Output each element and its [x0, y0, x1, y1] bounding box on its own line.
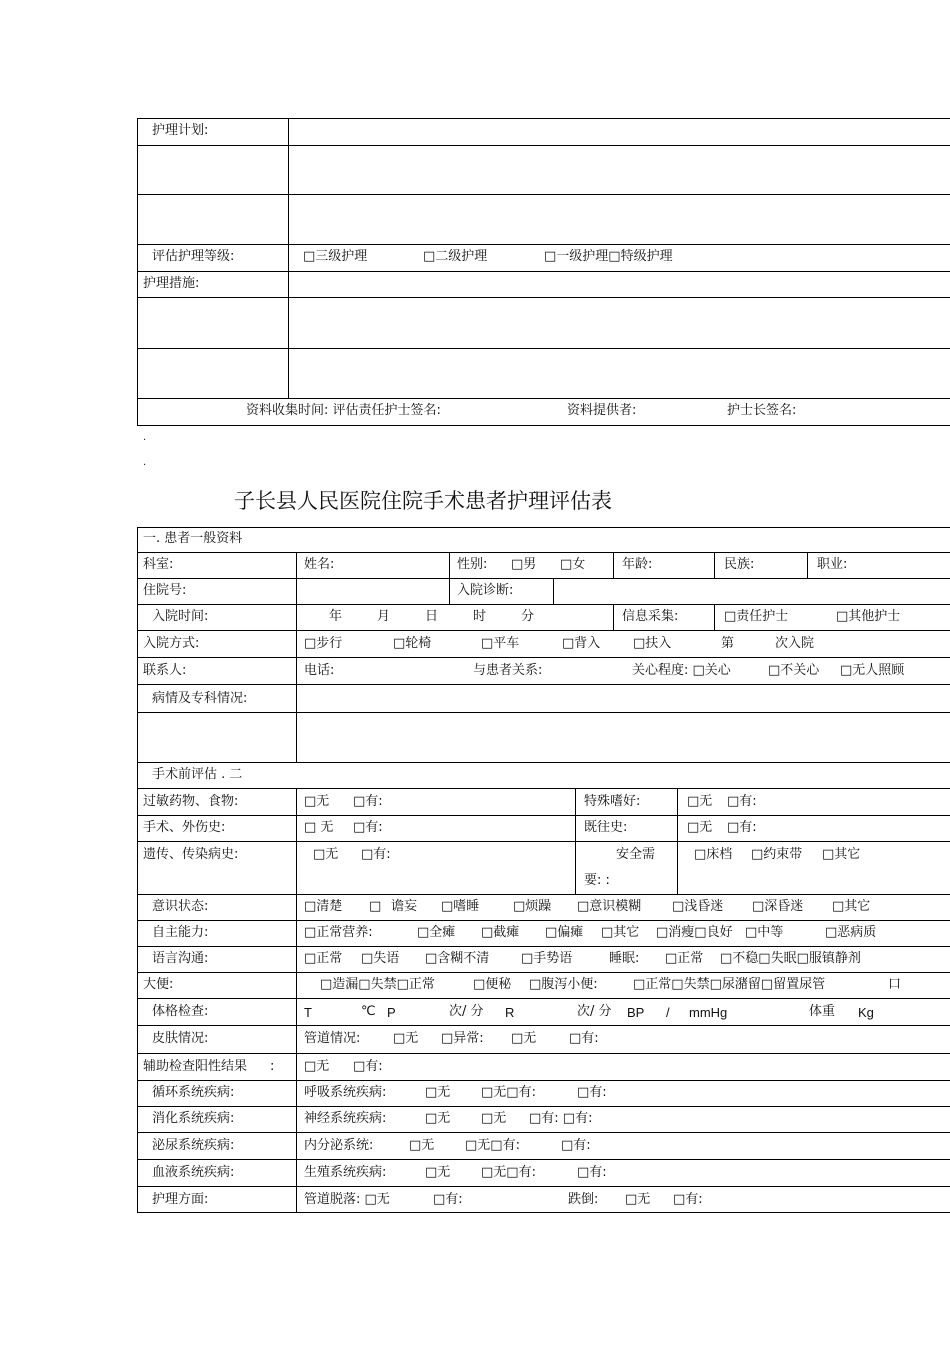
- digestive-label: 消化系统疾病:: [152, 1111, 235, 1126]
- divider: [137, 1053, 950, 1054]
- divider: [137, 552, 950, 553]
- pulse-label: P: [387, 1005, 396, 1020]
- admission-time-label: 入院时间:: [152, 609, 209, 624]
- cachexia-checkbox[interactable]: □恶病质: [825, 925, 877, 940]
- head-nurse-label: 护士长签名:: [727, 403, 797, 418]
- fall-none-checkbox[interactable]: □无: [625, 1192, 651, 1207]
- past-none-checkbox[interactable]: □无: [687, 820, 713, 835]
- dept-label: 科室:: [143, 557, 174, 572]
- clear-checkbox[interactable]: □清楚: [304, 899, 343, 914]
- page-title: 子长县人民医院住院手术患者护理评估表: [234, 489, 612, 513]
- condition-label: 病情及专科情况:: [152, 691, 248, 706]
- walk-checkbox[interactable]: □步行: [304, 636, 343, 651]
- allergy-yes-checkbox[interactable]: □有:: [353, 794, 383, 809]
- section-1-heading: 一. 患者一般资料: [143, 531, 243, 546]
- lang-normal-checkbox[interactable]: □正常: [304, 951, 343, 966]
- skin-none-checkbox[interactable]: □无: [393, 1031, 419, 1046]
- tube-none-checkbox[interactable]: □无: [511, 1031, 537, 1046]
- divider: [677, 841, 678, 894]
- divider: [296, 788, 297, 1213]
- genetic-label: 遗传、传染病史:: [143, 847, 239, 862]
- divider: [553, 578, 554, 604]
- skin-abnormal-checkbox[interactable]: □异常:: [441, 1031, 484, 1046]
- section-2-heading: 手术前评估 . 二: [152, 767, 243, 782]
- repro-yes-checkbox[interactable]: □有:: [577, 1165, 607, 1180]
- divider: [137, 1159, 950, 1160]
- deep-coma-checkbox[interactable]: □深昏迷: [752, 899, 804, 914]
- aux-colon: :: [270, 1059, 275, 1074]
- safety-label-2: 要: :: [584, 873, 610, 888]
- self-care-label: 自主能力:: [152, 925, 209, 940]
- resp-label: R: [505, 1005, 515, 1020]
- aux-exam-label: 辅助检查阳性结果: [143, 1059, 248, 1074]
- job-label: 职业:: [817, 557, 848, 572]
- year-label: 年: [329, 609, 343, 624]
- admission-no-label: 住院号:: [143, 583, 187, 598]
- allergy-none-checkbox[interactable]: □无: [304, 794, 330, 809]
- uro-endo-checkbox[interactable]: □无□有:: [465, 1138, 520, 1153]
- wheelchair-checkbox[interactable]: □轮椅: [393, 636, 432, 651]
- endocrine-label: 内分泌系统:: [304, 1138, 374, 1153]
- aphasia-checkbox[interactable]: □失语: [361, 951, 400, 966]
- constipation-checkbox[interactable]: □便秘: [473, 977, 512, 992]
- agitated-checkbox[interactable]: □烦躁: [513, 899, 552, 914]
- aux-none-checkbox[interactable]: □无: [304, 1059, 330, 1074]
- tube-status-label: 管道情况:: [304, 1031, 361, 1046]
- uro-none-checkbox[interactable]: □无: [409, 1138, 435, 1153]
- divider: [137, 657, 950, 658]
- dig-none-checkbox[interactable]: □无: [425, 1111, 451, 1126]
- mind-other-checkbox[interactable]: □其它: [832, 899, 871, 914]
- name-label: 姓名:: [304, 557, 335, 572]
- blood-none-checkbox[interactable]: □无: [425, 1165, 451, 1180]
- dot-mark: .: [143, 432, 147, 443]
- hobby-label: 特殊嗜好:: [584, 794, 641, 809]
- tube-dislodge-checkbox[interactable]: 管道脱落: □无: [304, 1192, 390, 1207]
- relation-label: 与患者关系:: [473, 663, 543, 678]
- divider: [137, 194, 950, 195]
- divider: [575, 788, 576, 841]
- no-care-checkbox[interactable]: □不关心: [768, 663, 820, 678]
- divider: [137, 578, 950, 579]
- consciousness-label: 意识状态:: [152, 899, 209, 914]
- skin-label: 皮肤情况:: [152, 1031, 209, 1046]
- stool-label: 大便:: [143, 977, 174, 992]
- circ-resp-checkbox[interactable]: □无□有:: [481, 1085, 536, 1100]
- divider: [137, 894, 950, 895]
- divider: [137, 348, 950, 349]
- celsius-label: ℃: [361, 1004, 376, 1019]
- divider: [137, 788, 950, 789]
- age-label: 年龄:: [622, 557, 653, 572]
- urinary-label: 泌尿系统疾病:: [152, 1138, 235, 1153]
- divider: [714, 552, 715, 578]
- divider: [137, 762, 950, 763]
- resp-nurse-checkbox[interactable]: □责任护士: [724, 609, 789, 624]
- mouth-mark: 口: [888, 977, 902, 992]
- blood-repro-checkbox[interactable]: □无□有:: [481, 1165, 536, 1180]
- surgery-yes-checkbox[interactable]: □有:: [353, 820, 383, 835]
- self-other-checkbox[interactable]: □其它: [601, 925, 640, 940]
- divider: [137, 1025, 950, 1026]
- slurred-checkbox[interactable]: □含糊不清: [425, 951, 490, 966]
- collect-time-label: 资料收集时间: 评估责任护士签名:: [246, 403, 441, 418]
- bp-slash: /: [666, 1005, 670, 1020]
- divider: [288, 118, 289, 399]
- divider: [449, 578, 450, 604]
- sleep-label: 睡眠:: [609, 951, 640, 966]
- sleep-normal-checkbox[interactable]: □正常: [665, 951, 704, 966]
- allergy-label: 过敏药物、食物:: [143, 794, 239, 809]
- divider: [137, 712, 950, 713]
- drowsy-checkbox[interactable]: □嗜睡: [441, 899, 480, 914]
- urine-status-checkbox[interactable]: □正常□失禁□尿潴留□留置尿管: [633, 977, 826, 992]
- medium-checkbox[interactable]: □中等: [745, 925, 784, 940]
- divider: [137, 1186, 950, 1187]
- full-paralysis-checkbox[interactable]: □全瘫: [417, 925, 456, 940]
- stretcher-checkbox[interactable]: □平车: [481, 636, 520, 651]
- divider: [137, 145, 950, 146]
- contact-label: 联系人:: [143, 663, 187, 678]
- care-plan-label: 护理计划:: [152, 123, 209, 138]
- divider: [137, 1132, 950, 1133]
- dot-mark: .: [143, 457, 147, 468]
- divider: [137, 1106, 950, 1107]
- delirium-label: 谵妄: [391, 899, 418, 914]
- aux-yes-checkbox[interactable]: □有:: [353, 1059, 383, 1074]
- sign-language-checkbox[interactable]: □手势语: [521, 951, 573, 966]
- sleep-issues-checkbox[interactable]: □不稳□失眠□服镇静剂: [720, 951, 861, 966]
- surgery-none-checkbox[interactable]: □ 无: [304, 820, 334, 835]
- normal-nutrition-checkbox[interactable]: □正常营养:: [304, 925, 373, 940]
- blood-label: 血液系统疾病:: [152, 1165, 235, 1180]
- divider: [137, 972, 950, 973]
- divider: [137, 297, 950, 298]
- divider: [137, 244, 950, 245]
- divider: [137, 998, 950, 999]
- assisted-checkbox[interactable]: □扶入: [633, 636, 672, 651]
- divider: [575, 841, 576, 894]
- measures-label: 护理措施:: [143, 276, 200, 291]
- light-coma-checkbox[interactable]: □浅昏迷: [672, 899, 724, 914]
- per-min-label-2: 次/ 分: [577, 1004, 612, 1019]
- reproductive-label: 生殖系统疾病:: [304, 1165, 387, 1180]
- month-label: 月: [377, 609, 391, 624]
- bed-rail-checkbox[interactable]: □床档: [694, 847, 733, 862]
- hobby-none-checkbox[interactable]: □无: [687, 794, 713, 809]
- confused-checkbox[interactable]: □意识模糊: [577, 899, 642, 914]
- divider: [137, 271, 950, 272]
- per-min-label-1: 次/ 分: [449, 1004, 484, 1019]
- info-collect-label: 信息采集:: [622, 609, 679, 624]
- ethnic-label: 民族:: [724, 557, 755, 572]
- divider: [613, 604, 614, 630]
- stool-status-checkbox[interactable]: □造漏□失禁□正常: [320, 977, 435, 992]
- divider: [677, 788, 678, 841]
- care-plan-table: [137, 118, 950, 426]
- divider: [137, 684, 950, 685]
- other-nurse-checkbox[interactable]: □其他护士: [836, 609, 901, 624]
- divider: [449, 552, 450, 578]
- fall-yes-checkbox[interactable]: □有:: [673, 1192, 703, 1207]
- carried-checkbox[interactable]: □背入: [562, 636, 601, 651]
- safety-label-1: 安全需: [616, 847, 656, 862]
- delirium-checkbox[interactable]: □: [369, 899, 382, 914]
- fall-label: 跌倒:: [568, 1192, 599, 1207]
- minute-label: 分: [521, 609, 535, 624]
- endo-yes-checkbox[interactable]: □有:: [561, 1138, 591, 1153]
- phone-label: 电话:: [304, 663, 335, 678]
- safety-other-checkbox[interactable]: □其它: [822, 847, 861, 862]
- hour-label: 时: [473, 609, 487, 624]
- care-level-label: 评估护理等级:: [152, 249, 235, 264]
- thin-good-checkbox[interactable]: □消瘦□良好: [656, 925, 733, 940]
- level-1-special-checkbox[interactable]: □一级护理□特级护理: [544, 249, 673, 264]
- respiratory-label: 呼吸系统疾病:: [304, 1085, 387, 1100]
- divider: [137, 920, 950, 921]
- male-checkbox[interactable]: □男: [511, 557, 537, 572]
- language-label: 语言沟通:: [152, 951, 209, 966]
- care-level-checkbox[interactable]: 关心程度: □关心: [632, 663, 731, 678]
- diarrhea-checkbox[interactable]: □腹泻小便:: [529, 977, 598, 992]
- kg-label: Kg: [858, 1005, 874, 1020]
- temp-label: T: [304, 1005, 312, 1020]
- restraint-checkbox[interactable]: □约束带: [751, 847, 803, 862]
- day-label: 日: [425, 609, 439, 624]
- divider: [714, 604, 715, 630]
- tube-dislodge-yes-checkbox[interactable]: □有:: [433, 1192, 463, 1207]
- hobby-yes-checkbox[interactable]: □有:: [727, 794, 757, 809]
- divider: [137, 946, 950, 947]
- level-2-checkbox[interactable]: □二级护理: [423, 249, 488, 264]
- dig-nerve-yes-checkbox[interactable]: □有: □有:: [529, 1111, 593, 1126]
- female-checkbox[interactable]: □女: [560, 557, 586, 572]
- divider: [137, 841, 950, 842]
- past-yes-checkbox[interactable]: □有:: [727, 820, 757, 835]
- divider: [613, 552, 614, 578]
- circ-none-checkbox[interactable]: □无: [425, 1085, 451, 1100]
- circulatory-label: 循环系统疾病:: [152, 1085, 235, 1100]
- divider: [807, 552, 808, 578]
- level-3-checkbox[interactable]: □三级护理: [303, 249, 368, 264]
- tube-yes-checkbox[interactable]: □有:: [569, 1031, 599, 1046]
- sex-label: 性别:: [457, 557, 488, 572]
- past-history-label: 既往史:: [584, 820, 628, 835]
- nursing-label: 护理方面:: [152, 1192, 209, 1207]
- divider: [137, 604, 950, 605]
- diagnosis-label: 入院诊断:: [457, 583, 514, 598]
- bp-label: BP: [627, 1005, 645, 1020]
- nerve-none-checkbox[interactable]: □无: [481, 1111, 507, 1126]
- mmhg-label: mmHg: [689, 1005, 728, 1020]
- nth-label: 第: [721, 636, 735, 651]
- resp-yes-checkbox[interactable]: □有:: [577, 1085, 607, 1100]
- paraplegia-checkbox[interactable]: □截瘫: [481, 925, 520, 940]
- no-caregiver-checkbox[interactable]: □无人照顾: [840, 663, 905, 678]
- divider: [137, 630, 950, 631]
- divider: [296, 552, 297, 762]
- admission-mode-label: 入院方式:: [143, 636, 200, 651]
- surgery-history-label: 手术、外伤史:: [143, 820, 226, 835]
- times-admitted-label: 次入院: [775, 636, 815, 651]
- genetic-yes-checkbox[interactable]: □有:: [361, 847, 391, 862]
- provider-label: 资料提供者:: [567, 403, 637, 418]
- physical-exam-label: 体格检查:: [152, 1004, 209, 1019]
- genetic-none-checkbox[interactable]: □无: [313, 847, 339, 862]
- divider: [137, 1080, 950, 1081]
- nervous-label: 神经系统疾病:: [304, 1111, 387, 1126]
- divider: [137, 398, 950, 399]
- hemiplegia-checkbox[interactable]: □偏瘫: [545, 925, 584, 940]
- divider: [137, 815, 950, 816]
- weight-label: 体重: [809, 1004, 836, 1019]
